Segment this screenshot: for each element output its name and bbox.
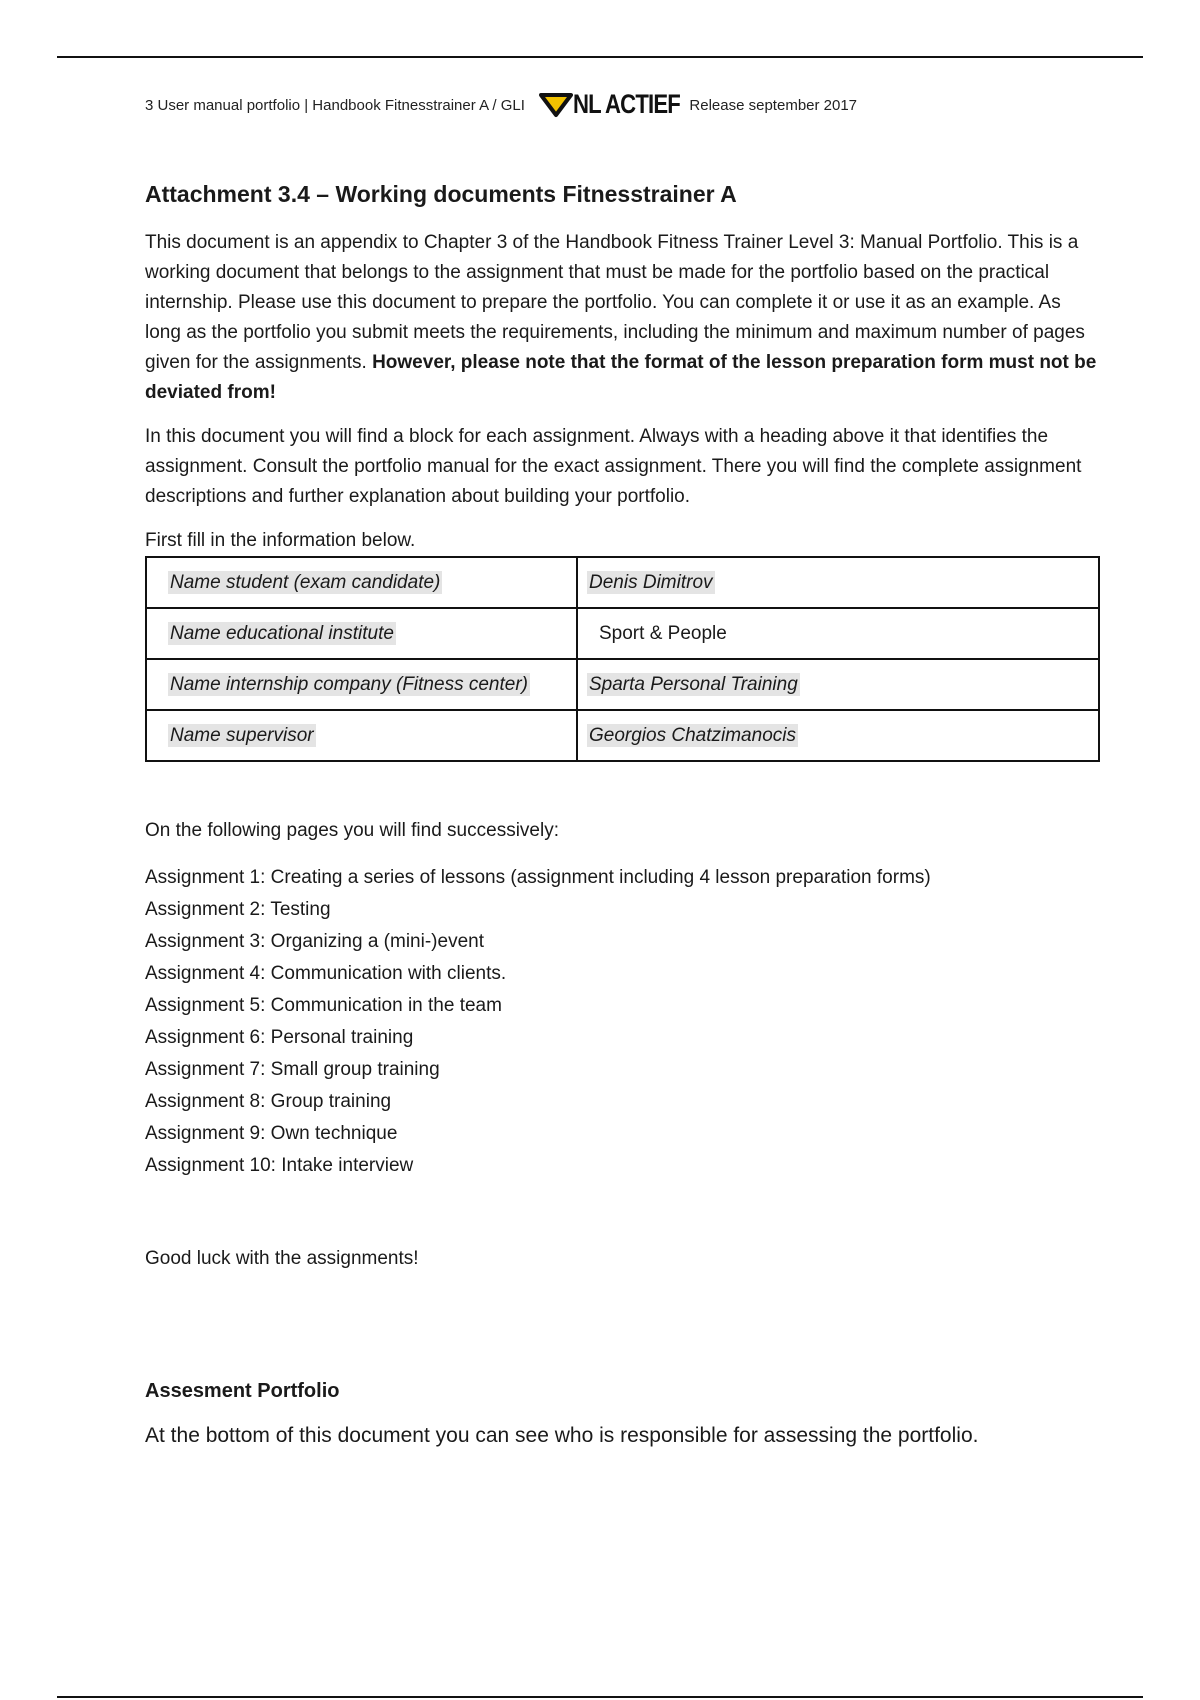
nl-actief-chevron-icon: [539, 92, 573, 118]
logo-wordmark: NL ACTIEF: [572, 89, 680, 119]
intro-paragraph: [145, 228, 1100, 408]
list-item: Assignment 3: Organizing a (mini-)event: [145, 931, 484, 952]
field-label: Name internship company (Fitness center): [170, 673, 528, 695]
list-item: Assignment 2: Testing: [145, 899, 331, 920]
assignment-list: [145, 862, 1100, 1182]
assessment-text: At the bottom of this document you can see who is responsible for assessing the portfolio.: [145, 1424, 979, 1447]
field-value[interactable]: Denis Dimitrov: [589, 571, 713, 593]
nl-actief-logo: [539, 91, 688, 118]
page-title: Attachment 3.4 – Working documents Fitnesstrainer A: [145, 181, 737, 207]
list-item: Assignment 6: Personal training: [145, 1027, 414, 1048]
table-cell-label: [146, 710, 577, 761]
table-row: [146, 710, 1099, 761]
table-cell-value[interactable]: [577, 659, 1099, 710]
header-release-text: Release september 2017: [689, 97, 858, 114]
intro-bold-note: However, please note that the format of the lesson preparation form must not be deviated from!: [145, 352, 1097, 403]
bottom-rule: [57, 1696, 1143, 1698]
intro-text: This document is an appendix to Chapter 3 of the Handbook Fitness Trainer Level 3: Manual Portfolio. This is a working document that belongs to the assignment that must be made for the portfolio based on the practical internship. Please use this document to prepare the portfolio. You can complete it or use it as an example. As long as the portfolio you submit meets the requirements, including the minimum and maximum number of pages given for the assignments.: [145, 232, 1085, 373]
second-paragraph: In this document you will find a block for each assignment. Always with a heading above it that identifies the assignment. Consult the portfolio manual for the exact assignment. There you will find the complete assignment descriptions and further explanation about building your portfolio.: [145, 426, 1082, 507]
table-cell-label: [146, 557, 577, 608]
field-label: Name educational institute: [170, 622, 394, 644]
page-header: [145, 84, 857, 118]
fill-in-label: First fill in the information below.: [145, 530, 416, 551]
field-label: Name student (exam candidate): [170, 571, 441, 593]
table-cell-value[interactable]: [577, 557, 1099, 608]
field-value[interactable]: Sparta Personal Training: [589, 673, 798, 695]
following-label: On the following pages you will find successively:: [145, 820, 559, 841]
table-cell-label: [146, 659, 577, 710]
table-cell-value[interactable]: [577, 608, 1099, 659]
table-cell-value[interactable]: [577, 710, 1099, 761]
list-item: Assignment 9: Own technique: [145, 1123, 398, 1144]
table-cell-label: [146, 608, 577, 659]
list-item: Assignment 5: Communication in the team: [145, 995, 502, 1016]
document-body: [145, 176, 1100, 1452]
header-left-text: 3 User manual portfolio | Handbook Fitnesstrainer A / GLI: [145, 97, 525, 114]
good-luck-text: Good luck with the assignments!: [145, 1248, 419, 1269]
table-row: [146, 557, 1099, 608]
list-item: Assignment 10: Intake interview: [145, 1155, 414, 1176]
field-value[interactable]: Georgios Chatzimanocis: [589, 724, 796, 746]
field-label: Name supervisor: [170, 724, 314, 746]
top-rule: [57, 56, 1143, 58]
table-row: [146, 608, 1099, 659]
list-item: Assignment 8: Group training: [145, 1091, 392, 1112]
assessment-heading: Assesment Portfolio: [145, 1380, 340, 1402]
field-value[interactable]: Sport & People: [599, 622, 727, 644]
list-item: Assignment 7: Small group training: [145, 1059, 440, 1080]
list-item: Assignment 4: Communication with clients.: [145, 963, 507, 984]
table-row: [146, 659, 1099, 710]
info-table: [145, 556, 1100, 762]
list-item: Assignment 1: Creating a series of lessons (assignment including 4 lesson preparation forms): [145, 867, 931, 888]
